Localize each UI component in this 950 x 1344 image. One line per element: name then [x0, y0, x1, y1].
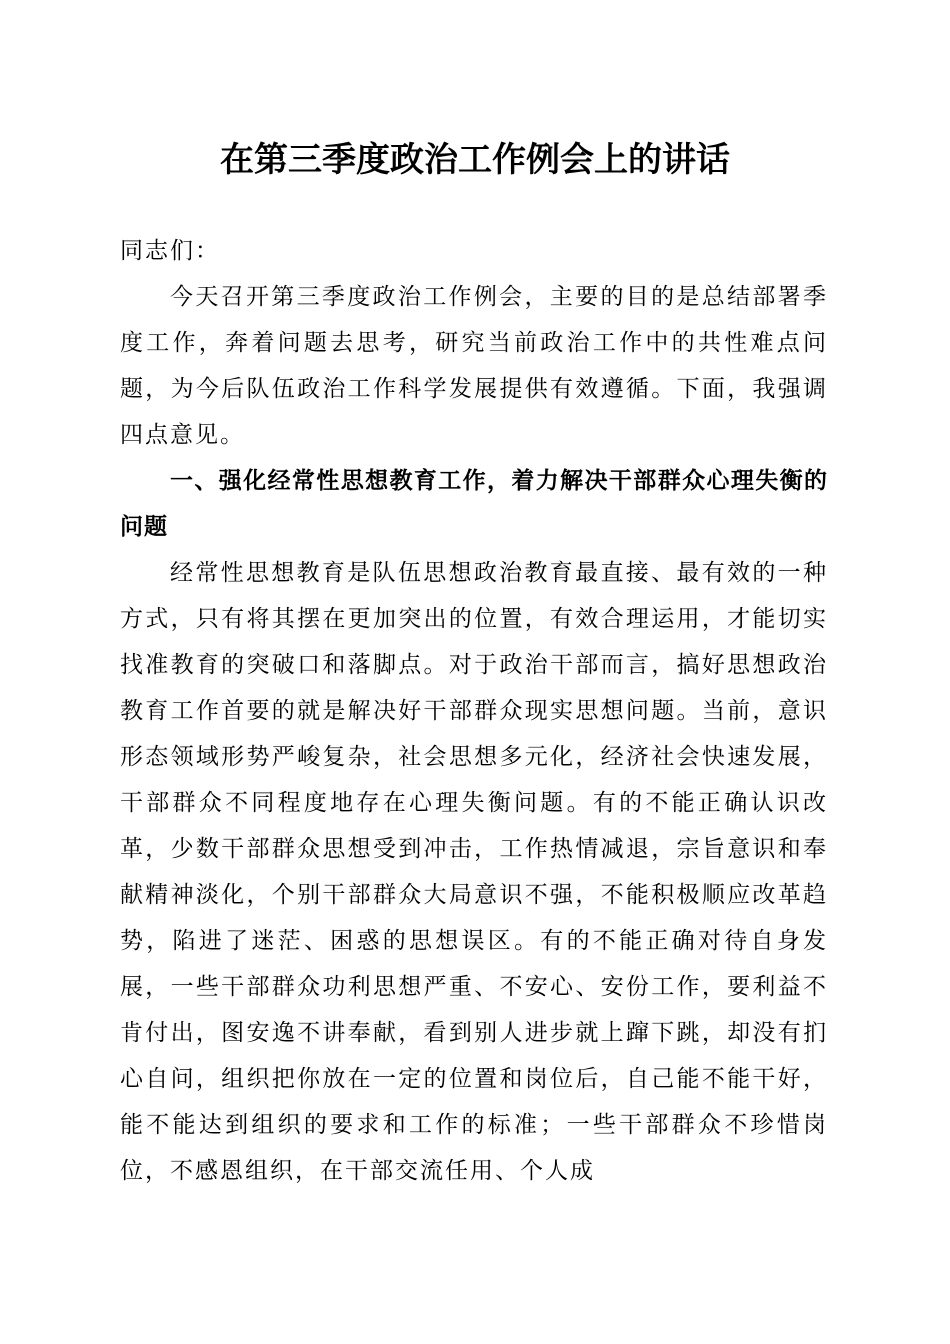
document-body — [120, 228, 828, 1194]
paragraph-intro: 今天召开第三季度政治工作例会，主要的目的是总结部署季度工作，奔着问题去思考，研究当前政治工作中的共性难点问题，为今后队伍政治工作科学发展提供有效遵循。下面，我强调四点意见。 — [120, 284, 828, 448]
section-heading-1: 一、强化经常性思想教育工作，着力解决干部群众心理失衡的问题 — [120, 468, 828, 540]
document-title: 在第三季度政治工作例会上的讲话 — [220, 140, 730, 180]
paragraph-section-1: 经常性思想教育是队伍思想政治教育最直接、最有效的一种方式，只有将其摆在更加突出的位置，有效合理运用，才能切实找准教育的突破口和落脚点。对于政治干部而言，搞好思想政治教育工作首要的就是解决好干部群众现实思想问题。当前，意识形态领域形势严峻复杂，社会思想多元化，经济社会快速发展，干部群众不同程度地存在心理失衡问题。有的不能正确认识改革，少数干部群众思想受到冲击，工作热情减退，宗旨意识和奉献精神淡化，个别干部群众大局意识不强，不能积极顺应改革趋势，陷进了迷茫、困惑的思想误区。有的不能正确对待自身发展，一些干部群众功利思想严重、不安心、安份工作，要利益不肯付出，图安逸不讲奉献，看到别人进步就上蹿下跳，却没有扪心自问，组织把你放在一定的位置和岗位后，自己能不能干好，能不能达到组织的要求和工作的标准；一些干部群众不珍惜岗位，不感恩组织，在干部交流任用、个人成 — [120, 560, 828, 1184]
salutation: 同志们： — [120, 238, 220, 264]
